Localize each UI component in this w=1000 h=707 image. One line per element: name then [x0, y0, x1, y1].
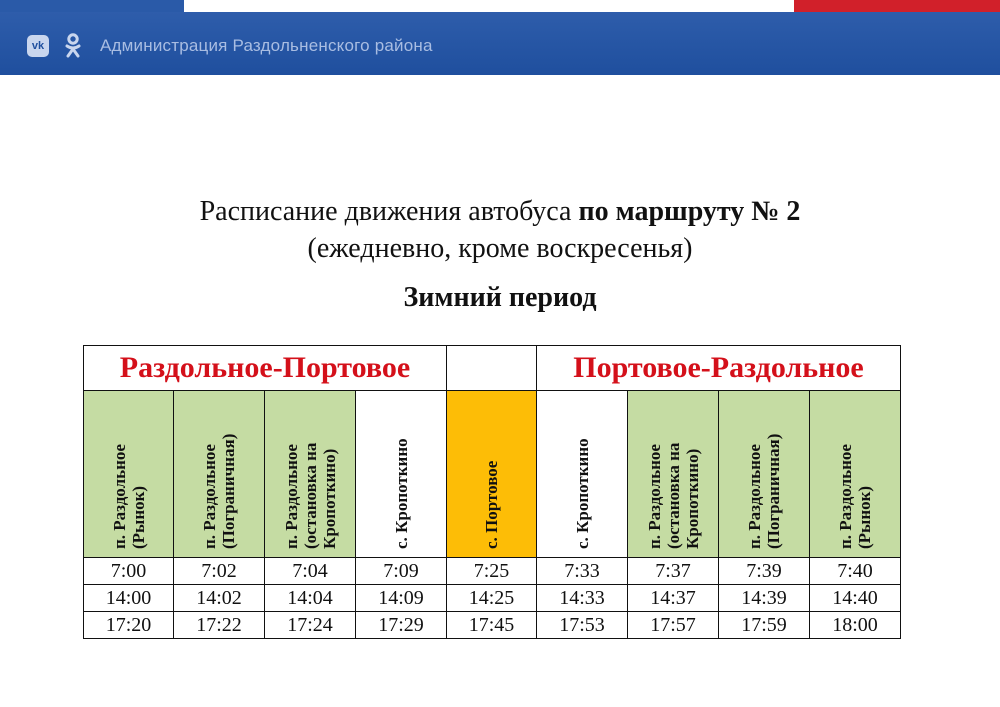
time-cell: 7:33	[537, 558, 628, 585]
stop-name: с. Кропоткино	[572, 438, 592, 549]
stops-row	[84, 391, 901, 558]
schedule-title-text: Расписание движения автобуса	[199, 196, 579, 227]
time-row	[84, 612, 901, 639]
time-cell: 14:00	[84, 585, 174, 612]
stop-name: п. Раздольное (Пограничная)	[745, 433, 783, 549]
time-cell: 7:40	[810, 558, 901, 585]
stop-header-cell	[447, 391, 537, 558]
flag-blue-segment	[0, 0, 184, 12]
time-cell: 17:53	[537, 612, 628, 639]
schedule-table	[83, 345, 901, 639]
odnoklassniki-icon[interactable]	[64, 33, 82, 59]
time-cell: 17:29	[356, 612, 447, 639]
stop-name: с. Портовое	[482, 460, 501, 549]
header-bar	[0, 12, 1000, 75]
stop-header-cell	[810, 391, 901, 558]
header-title: Администрация Раздольненского района	[100, 36, 433, 55]
stop-name: п. Раздольное (остановка на Кропоткино)	[644, 442, 702, 549]
time-cell: 7:25	[447, 558, 537, 585]
time-cell: 7:02	[174, 558, 265, 585]
flag-white-segment	[184, 0, 794, 12]
route-number: по маршруту № 2	[578, 196, 801, 227]
time-cell: 17:57	[628, 612, 719, 639]
stop-header-cell	[537, 391, 628, 558]
direction-back: Портовое-Раздольное	[537, 346, 901, 391]
stop-header-cell	[719, 391, 810, 558]
schedule-title	[0, 195, 1000, 229]
direction-divider	[447, 346, 537, 391]
direction-row	[84, 346, 901, 391]
stop-name: п. Раздольное (Рынок)	[836, 444, 874, 549]
time-cell: 17:59	[719, 612, 810, 639]
time-cell: 18:00	[810, 612, 901, 639]
time-row	[84, 585, 901, 612]
time-cell: 7:04	[265, 558, 356, 585]
time-cell: 17:24	[265, 612, 356, 639]
time-cell: 7:39	[719, 558, 810, 585]
time-cell: 14:39	[719, 585, 810, 612]
stop-header-cell	[628, 391, 719, 558]
flag-stripe	[0, 0, 1000, 12]
vk-icon[interactable]: vk	[27, 35, 49, 57]
stop-header-cell	[356, 391, 447, 558]
schedule-period: Зимний период	[403, 282, 597, 313]
stop-header-cell	[174, 391, 265, 558]
time-cell: 14:40	[810, 585, 901, 612]
stop-name: с. Кропоткино	[391, 438, 411, 549]
time-cell: 14:02	[174, 585, 265, 612]
direction-there: Раздольное-Портовое	[84, 346, 447, 391]
stop-header-cell	[84, 391, 174, 558]
time-row	[84, 558, 901, 585]
schedule-subtitle: (ежедневно, кроме воскресенья)	[307, 233, 693, 264]
stop-name: п. Раздольное (Рынок)	[109, 444, 148, 549]
time-cell: 7:09	[356, 558, 447, 585]
time-cell: 14:25	[447, 585, 537, 612]
flag-red-segment	[794, 0, 1000, 12]
time-cell: 14:37	[628, 585, 719, 612]
time-cell: 17:22	[174, 612, 265, 639]
stop-name: п. Раздольное (Пограничная)	[200, 433, 238, 549]
time-cell: 14:09	[356, 585, 447, 612]
time-cell: 7:37	[628, 558, 719, 585]
time-cell: 7:00	[84, 558, 174, 585]
time-cell: 14:33	[537, 585, 628, 612]
time-cell: 17:20	[84, 612, 174, 639]
time-cell: 17:45	[447, 612, 537, 639]
stop-name: п. Раздольное (остановка на Кропоткино)	[281, 442, 339, 549]
time-rows	[84, 558, 901, 639]
stop-header-cell	[265, 391, 356, 558]
time-cell: 14:04	[265, 585, 356, 612]
